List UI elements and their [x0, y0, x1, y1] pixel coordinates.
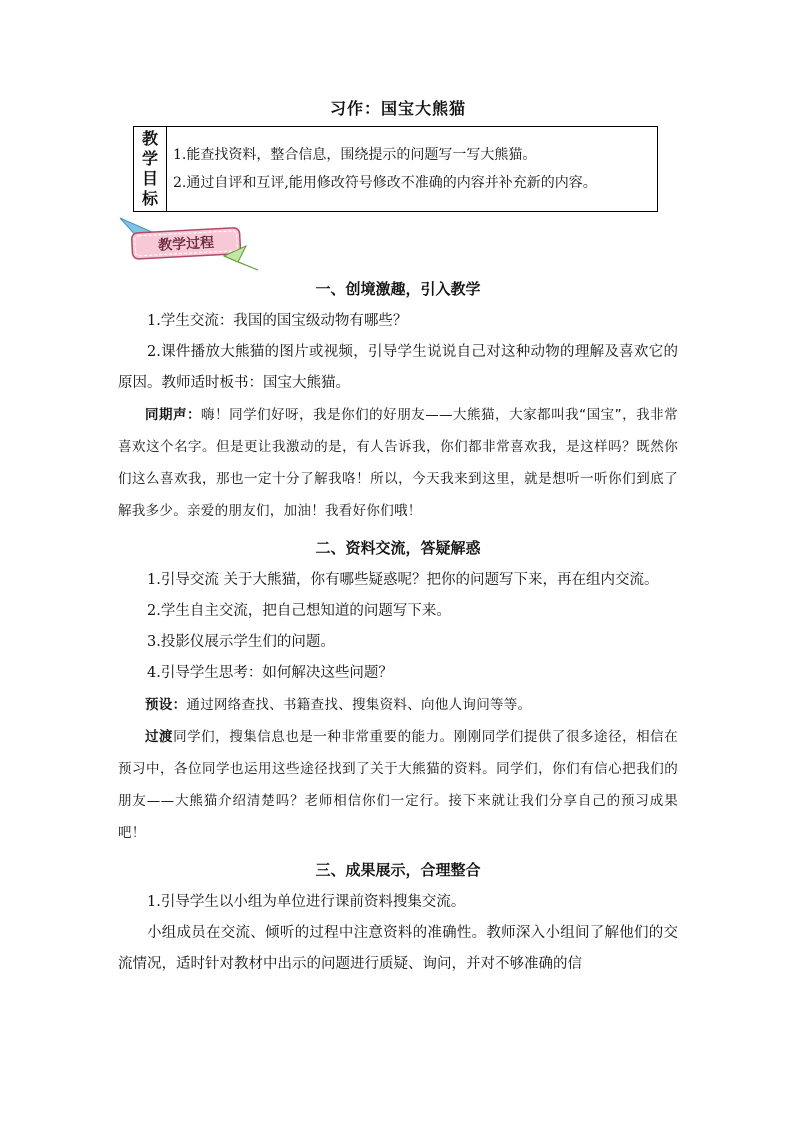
- paragraph: 2.学生自主交流，把自己想知道的问题写下来。: [147, 603, 451, 619]
- voiceover-paragraph: [118, 399, 678, 527]
- transition-paragraph: [118, 721, 678, 849]
- transition-label: 过渡: [145, 729, 174, 745]
- preset-paragraph: [118, 689, 678, 721]
- goals-header-cell: [134, 127, 167, 212]
- voiceover-label: 同期声：: [145, 407, 202, 423]
- preset-label: 预设：: [145, 697, 187, 713]
- teaching-process-banner: [118, 216, 678, 268]
- transition-text: 同学们，搜集信息也是一种非常重要的能力。刚刚同学们提供了很多途径，相信在预习中，各位同学也运用这些途径找到了关于大熊猫的资料。同学们，你们有信心把我们的朋友——大熊猫介绍清楚吗？老师相信你们一定行。接下来就让我们分享自己的预习成果吧！: [118, 729, 678, 841]
- document-page: [118, 96, 678, 980]
- paragraph: 1.引导学生以小组为单位进行课前资料搜集交流。: [147, 894, 466, 910]
- goals-header-char: 教: [141, 129, 158, 148]
- document-title: 习作：国宝大熊猫: [329, 99, 466, 118]
- goal-item: 1.能查找资料，整合信息，围绕提示的问题写一写大熊猫。: [173, 147, 537, 163]
- paragraph: 1.学生交流：我国的国宝级动物有哪些？: [147, 313, 408, 329]
- goals-header-char: 标: [141, 189, 158, 208]
- section-heading: 三、成果展示，合理整合: [315, 861, 481, 879]
- banner-label: 教学过程: [157, 234, 215, 254]
- goals-header-char: 学: [141, 149, 158, 168]
- preset-text: 通过网络查找、书籍查找、搜集资料、向他人询问等等。: [186, 697, 532, 713]
- goal-item: 2.通过自评和互评,能用修改符号修改不准确的内容并补充新的内容。: [173, 175, 597, 191]
- goals-header-char: 目: [141, 169, 158, 188]
- section-heading: 一、创境激趣，引入教学: [315, 280, 481, 298]
- teaching-goals-table: [133, 126, 658, 212]
- section-heading: 二、资料交流，答疑解惑: [315, 539, 481, 557]
- goals-body-cell: [167, 127, 658, 212]
- paragraph: 4.引导学生思考：如何解决这些问题？: [147, 665, 393, 681]
- paragraph: 小组成员在交流、倾听的过程中注意资料的准确性。教师深入小组间了解他们的交流情况，适时针对教材中出示的问题进行质疑、询问，并对不够准确的信: [118, 925, 678, 972]
- paragraph: 2.课件播放大熊猫的图片或视频，引导学生说说自己对这种动物的理解及喜欢它的原因。教师适时板书：国宝大熊猫。: [118, 344, 678, 391]
- banner-graphic: [118, 216, 268, 272]
- voiceover-text: 嗨！同学们好呀，我是你们的好朋友——大熊猫，大家都叫我“国宝”，我非常喜欢这个名字。但是更让我激动的是，有人告诉我，你们都非常喜欢我，是这样吗？既然你们这么喜欢我，那也一定十分了解我咯！所以，今天我来到这里，就是想听一听你们到底了解我多少。亲爱的朋友们，加油！我看好你们哦！: [118, 407, 678, 519]
- paragraph: 3.投影仪展示学生们的问题。: [147, 634, 335, 650]
- paragraph: 1.引导交流 关于大熊猫，你有哪些疑惑呢？把你的问题写下来，再在组内交流。: [147, 572, 659, 588]
